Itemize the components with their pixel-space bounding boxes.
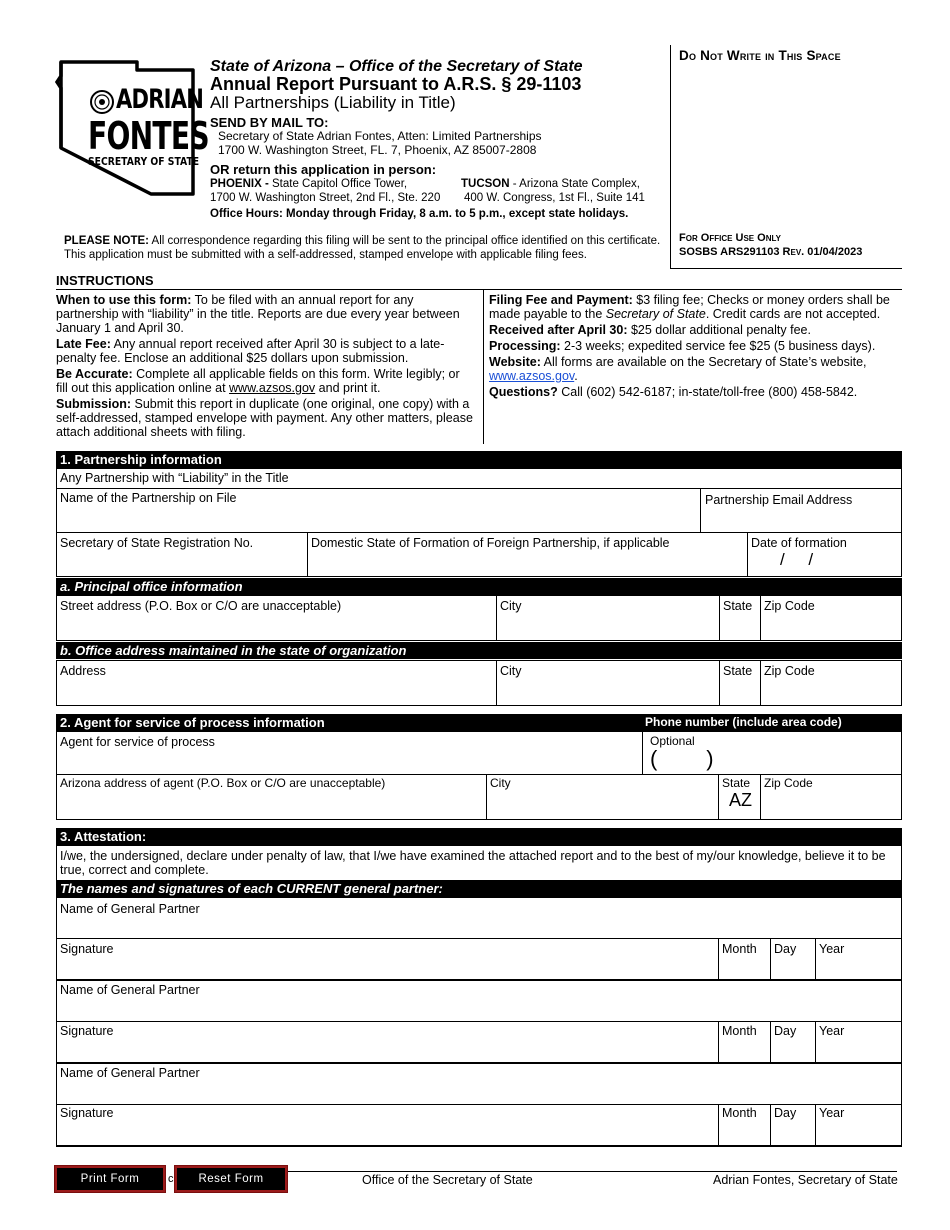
partner-2-month-field[interactable] xyxy=(719,1022,771,1064)
partner-2-year-field[interactable] xyxy=(816,1022,902,1064)
instruction-submission: Submission: Submit this report in duplicate (one original, one copy) with a self-addressed, stamped envelope with payment. Any other matters, please attach additional sheets with filing. xyxy=(56,397,473,439)
footer-stray-char: c xyxy=(168,1173,174,1185)
any-partnership-label: Any Partnership with “Liability” in the Title xyxy=(60,471,289,485)
org-address-label: Address xyxy=(60,664,106,678)
agent-name-label: Agent for service of process xyxy=(60,735,215,749)
partner-1-month-label: Month xyxy=(722,942,757,956)
instruction-accurate: Be Accurate: Complete all applicable fields on this form. Write legibly; or fill out this application online at www.azsos.gov and print it. xyxy=(56,367,460,395)
reset-form-button[interactable]: Reset Form xyxy=(175,1166,287,1192)
phone-number-heading: Phone number (include area code) xyxy=(645,715,842,729)
send-by-mail-heading: SEND BY MAIL TO: xyxy=(210,115,329,130)
registration-number-label: Secretary of State Registration No. xyxy=(60,536,254,550)
partner-3-day-field[interactable] xyxy=(771,1105,816,1147)
form-code: SOSBS ARS291103 Rev. 01/04/2023 xyxy=(679,246,863,259)
instruction-when: When to use this form: To be filed with an annual report for any partnership with “liability” in the title. Reports are due every year between January 1 and April 30. xyxy=(56,293,460,335)
logo-line-secretary: SECRETARY OF STATE xyxy=(88,155,200,168)
partner-2-name-label: Name of General Partner xyxy=(60,983,200,997)
secretary-of-state-logo xyxy=(55,58,209,198)
state-office-title: State of Arizona – Office of the Secretary of State xyxy=(210,58,583,75)
please-note-line-2: This application must be submitted with a self-addressed, stamped envelope with applicable filing fees. xyxy=(64,249,587,262)
any-partnership-row xyxy=(56,468,902,490)
tucson-label: TUCSON xyxy=(461,178,510,190)
section-3-header: 3. Attestation: xyxy=(56,828,902,845)
date-of-formation-label: Date of formation xyxy=(751,536,847,550)
logo-line-fontes: FONTES xyxy=(88,114,209,158)
partner-2-signature-label: Signature xyxy=(60,1024,114,1038)
azsos-link[interactable]: www.azsos.gov xyxy=(229,381,316,395)
website-link[interactable]: www.azsos.gov xyxy=(489,369,575,383)
principal-street-label: Street address (P.O. Box or C/O are unacceptable) xyxy=(60,599,342,613)
org-state-field[interactable] xyxy=(720,660,761,706)
partner-2-month-label: Month xyxy=(722,1024,757,1038)
date-of-formation-field[interactable] xyxy=(748,533,902,577)
partner-1-year-label: Year xyxy=(819,942,845,956)
partner-3-month-field[interactable] xyxy=(719,1105,771,1147)
principal-state-field[interactable] xyxy=(720,595,761,641)
instructions-title: INSTRUCTIONS xyxy=(56,273,154,288)
agent-city-label: City xyxy=(490,776,511,790)
logo-line-adrian: ADRIAN xyxy=(116,84,204,115)
partner-1-name-field[interactable] xyxy=(56,897,902,939)
partner-1-day-label: Day xyxy=(774,942,797,956)
agent-phone-field[interactable] xyxy=(643,731,902,775)
partner-2-day-field[interactable] xyxy=(771,1022,816,1064)
partner-3-month-label: Month xyxy=(722,1106,757,1120)
report-subtitle: All Partnerships (Liability in Title) xyxy=(210,93,456,112)
phoenix-address xyxy=(210,178,440,206)
principal-state-label: State xyxy=(723,599,753,613)
instructions-right-column xyxy=(489,293,903,401)
principal-street-field[interactable] xyxy=(56,595,497,641)
agent-az-address-field[interactable] xyxy=(56,775,487,820)
instructions-left-column xyxy=(56,293,474,441)
in-person-heading: OR return this application in person: xyxy=(210,162,437,177)
org-zip-label: Zip Code xyxy=(764,664,815,678)
principal-city-field[interactable] xyxy=(497,595,720,641)
tucson-line-1: - Arizona State Complex, xyxy=(509,178,640,190)
principal-zip-label: Zip Code xyxy=(764,599,815,613)
mail-address-line-2: 1700 W. Washington Street, FL. 7, Phoenix, AZ 85007-2808 xyxy=(218,143,537,157)
agent-state-field[interactable] xyxy=(719,775,761,820)
section-2-header xyxy=(56,714,902,731)
org-state-label: State xyxy=(723,664,753,678)
mail-address-line-1: Secretary of State Adrian Fontes, Atten: Limited Partnerships xyxy=(218,129,542,143)
agent-state-label: State xyxy=(722,776,751,790)
agent-az-address-label: Arizona address of agent (P.O. Box or C/O are unacceptable) xyxy=(60,776,386,790)
domestic-state-label: Domestic State of Formation of Foreign Partnership, if applicable xyxy=(311,536,670,550)
partner-3-signature-label: Signature xyxy=(60,1106,114,1120)
agent-state-value: AZ xyxy=(729,789,753,810)
org-city-field[interactable] xyxy=(497,660,720,706)
office-use-info xyxy=(679,231,862,260)
principal-zip-field[interactable] xyxy=(761,595,902,641)
optional-label: Optional xyxy=(650,734,695,748)
footer-secretary-text: Adrian Fontes, Secretary of State xyxy=(713,1173,898,1187)
partner-3-year-field[interactable] xyxy=(816,1105,902,1147)
attestation-declaration xyxy=(56,845,902,881)
agent-zip-label: Zip Code xyxy=(764,776,813,790)
office-hours: Office Hours: Monday through Friday, 8 a.m. to 5 p.m., except state holidays. xyxy=(210,208,629,220)
instruction-questions: Questions? Call (602) 542-6187; in-state/toll-free (800) 458-5842. xyxy=(489,385,858,399)
domestic-state-field[interactable] xyxy=(308,533,748,577)
agent-name-field[interactable] xyxy=(56,731,643,775)
partner-3-signature-field[interactable] xyxy=(56,1105,719,1147)
date-slashes: / / xyxy=(780,550,814,569)
please-note xyxy=(64,234,660,263)
instruction-received-after: Received after April 30: $25 dollar additional penalty fee. xyxy=(489,323,811,337)
tucson-address xyxy=(461,178,645,206)
partnership-name-field[interactable] xyxy=(56,488,701,533)
partner-2-day-label: Day xyxy=(774,1024,797,1038)
instructions-divider xyxy=(56,289,902,290)
partner-2-signature-field[interactable] xyxy=(56,1022,719,1064)
partnership-name-label: Name of the Partnership on File xyxy=(60,491,237,505)
print-form-button[interactable]: Print Form xyxy=(55,1166,165,1192)
partner-3-name-field[interactable] xyxy=(56,1064,902,1105)
attestation-text: I/we, the undersigned, declare under penalty of law, that I/we have examined the attached report and to the best of my/our knowledge, believe it to be true, correct and complete. xyxy=(60,849,886,878)
phoenix-line-2: 1700 W. Washington Street, 2nd Fl., Ste. 220 xyxy=(210,191,441,204)
general-partners-header: The names and signatures of each CURRENT general partner: xyxy=(56,880,902,897)
phoenix-label: PHOENIX - xyxy=(210,178,269,190)
partner-1-year-field[interactable] xyxy=(816,939,902,981)
please-note-label: PLEASE NOTE: xyxy=(64,235,149,247)
please-note-line-1: All correspondence regarding this filing will be sent to the principal office identified on this certificate. xyxy=(148,235,661,247)
instruction-filing-fee: Filing Fee and Payment: $3 filing fee; Checks or money orders shall be made payable to the Secretary of State. Credit cards are not accepted. xyxy=(489,293,890,321)
partner-3-year-label: Year xyxy=(819,1106,845,1120)
principal-city-label: City xyxy=(500,599,522,613)
org-zip-field[interactable] xyxy=(761,660,902,706)
section-1b-header: b. Office address maintained in the state of organization xyxy=(56,642,902,659)
report-title: Annual Report Pursuant to A.R.S. § 29-1103 xyxy=(210,74,582,94)
partner-1-signature-field[interactable] xyxy=(56,939,719,981)
partner-1-name-label: Name of General Partner xyxy=(60,902,200,916)
instruction-processing: Processing: 2-3 weeks; expedited service fee $25 (5 business days). xyxy=(489,339,876,353)
instructions-column-divider xyxy=(483,289,484,444)
instruction-website: Website: All forms are available on the Secretary of State’s website, www.azsos.gov. xyxy=(489,355,867,383)
phone-parentheses: ( ) xyxy=(650,746,714,771)
org-city-label: City xyxy=(500,664,522,678)
do-not-write-title: Do Not Write in This Space xyxy=(679,48,841,63)
partner-2-year-label: Year xyxy=(819,1024,845,1038)
tucson-line-2: 400 W. Congress, 1st Fl., Suite 141 xyxy=(464,191,645,204)
agent-zip-field[interactable] xyxy=(761,775,902,820)
phoenix-line-1: State Capitol Office Tower, xyxy=(268,178,408,190)
section-1a-header: a. Principal office information xyxy=(56,578,902,595)
footer-office-text: Office of the Secretary of State xyxy=(362,1173,533,1187)
partner-1-day-field[interactable] xyxy=(771,939,816,981)
partnership-email-field[interactable] xyxy=(701,488,902,533)
for-office-use-label: For Office Use Only xyxy=(679,232,781,244)
org-address-field[interactable] xyxy=(56,660,497,706)
partner-1-signature-label: Signature xyxy=(60,942,114,956)
registration-number-field[interactable] xyxy=(56,533,308,577)
section-2-title: 2. Agent for service of process information xyxy=(60,715,325,730)
partner-2-name-field[interactable] xyxy=(56,981,902,1022)
agent-city-field[interactable] xyxy=(487,775,719,820)
instruction-late-fee: Late Fee: Any annual report received after April 30 is subject to a late-penalty fee. Enclose an additional $25 dollars upon submission. xyxy=(56,337,445,365)
partnership-email-label: Partnership Email Address xyxy=(705,493,853,507)
partner-3-name-label: Name of General Partner xyxy=(60,1066,200,1080)
partner-1-month-field[interactable] xyxy=(719,939,771,981)
partner-3-day-label: Day xyxy=(774,1106,797,1120)
section-1-header: 1. Partnership information xyxy=(56,451,902,468)
